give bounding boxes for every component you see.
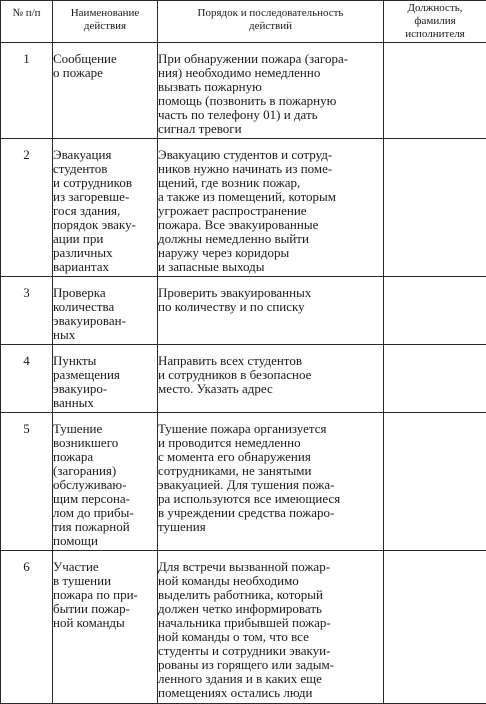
order-line: а также из помещений, которым	[158, 190, 383, 204]
order-line: Тушение пожара организуется	[158, 422, 383, 436]
row-order	[158, 413, 384, 551]
action-line: Пункты	[53, 354, 157, 368]
action-line: студентов	[53, 162, 157, 176]
order-line: эвакуацией. Для тушения пожа-	[158, 478, 383, 492]
row-num: 2	[1, 139, 53, 277]
action-line: помощи	[53, 534, 157, 548]
row-num: 1	[1, 43, 53, 139]
header-order-line: действий	[158, 20, 383, 33]
row-order	[158, 551, 384, 704]
row-action	[53, 277, 158, 345]
order-line: и проводится немедленно	[158, 436, 383, 450]
row-action	[53, 43, 158, 139]
order-line: При обнаружении пожара (загора-	[158, 52, 383, 66]
table-row	[1, 43, 486, 139]
action-line: гося здания,	[53, 204, 157, 218]
action-line: тия пожарной	[53, 520, 157, 534]
action-line: возникшего	[53, 436, 157, 450]
header-action-line: Наименование	[53, 7, 157, 20]
action-line: Эвакуация	[53, 148, 157, 162]
table-row	[1, 139, 486, 277]
order-line: должен четко информировать	[158, 602, 383, 616]
order-line: по количеству и по списку	[158, 300, 383, 314]
order-line: сотрудниками, не занятыми	[158, 464, 383, 478]
row-action	[53, 551, 158, 704]
row-action	[53, 413, 158, 551]
order-line: угрожает распространение	[158, 204, 383, 218]
order-line: в учреждении средства пожаро-	[158, 506, 383, 520]
order-line: наружу через коридоры	[158, 246, 383, 260]
header-executor-line: фамилия	[384, 15, 486, 28]
row-executor	[384, 551, 486, 704]
order-line: выделить работника, который	[158, 588, 383, 602]
order-line: студенты и сотрудники эвакуи-	[158, 644, 383, 658]
order-line: и запасные выходы	[158, 260, 383, 274]
action-line: из загоревше-	[53, 190, 157, 204]
action-line: различных	[53, 246, 157, 260]
row-action	[53, 345, 158, 413]
header-executor-line: исполнителя	[384, 28, 486, 41]
row-executor	[384, 139, 486, 277]
header-order	[158, 1, 384, 43]
order-line: должны немедленно выйти	[158, 232, 383, 246]
action-line: Тушение	[53, 422, 157, 436]
table-header	[1, 1, 486, 43]
header-executor	[384, 1, 486, 43]
action-line: порядок эваку-	[53, 218, 157, 232]
header-num-line: № п/п	[1, 7, 52, 20]
order-line: часть по телефону 01) и дать	[158, 108, 383, 122]
header-order-line: Порядок и последовательность	[158, 7, 383, 20]
table-row	[1, 345, 486, 413]
action-line: обслуживаю-	[53, 478, 157, 492]
action-line: бытии пожар-	[53, 602, 157, 616]
order-line: ния) необходимо немедленно	[158, 66, 383, 80]
order-line: Направить всех студентов	[158, 354, 383, 368]
order-line: помощь (позвонить в пожарную	[158, 94, 383, 108]
order-line: Проверить эвакуированных	[158, 286, 383, 300]
row-executor	[384, 277, 486, 345]
action-line: пожара	[53, 450, 157, 464]
row-order	[158, 345, 384, 413]
row-order	[158, 139, 384, 277]
action-line: Проверка	[53, 286, 157, 300]
order-line: и сотрудников в безопасное	[158, 368, 383, 382]
table-row	[1, 413, 486, 551]
action-line: Сообщение	[53, 52, 157, 66]
table-row	[1, 277, 486, 345]
row-executor	[384, 43, 486, 139]
header-row	[1, 1, 486, 43]
order-line: помещениях остались люди	[158, 686, 383, 700]
row-order	[158, 277, 384, 345]
action-line: и сотрудников	[53, 176, 157, 190]
order-line: ленного здания и в каких еще	[158, 672, 383, 686]
action-line: эвакуирован-	[53, 314, 157, 328]
table-row	[1, 551, 486, 704]
order-line: сигнал тревоги	[158, 122, 383, 136]
order-line: пожара. Все эвакуированные	[158, 218, 383, 232]
action-line: ной команды	[53, 616, 157, 630]
order-line: вызвать пожарную	[158, 80, 383, 94]
action-line: количества	[53, 300, 157, 314]
header-executor-line: Должность,	[384, 2, 486, 15]
order-line: Эвакуацию студентов и сотруд-	[158, 148, 383, 162]
row-num: 5	[1, 413, 53, 551]
order-line: место. Указать адрес	[158, 382, 383, 396]
header-action-line: действия	[53, 20, 157, 33]
order-line: рованы из горящего или задым-	[158, 658, 383, 672]
row-executor	[384, 413, 486, 551]
action-line: в тушении	[53, 574, 157, 588]
action-line: вариантах	[53, 260, 157, 274]
order-line: ной команды необходимо	[158, 574, 383, 588]
header-action	[53, 1, 158, 43]
order-line: щений, где возник пожар,	[158, 176, 383, 190]
action-line: пожара по при-	[53, 588, 157, 602]
action-line: о пожаре	[53, 66, 157, 80]
action-line: размещения	[53, 368, 157, 382]
order-line: ников нужно начинать из поме-	[158, 162, 383, 176]
row-num: 6	[1, 551, 53, 704]
table-body	[1, 43, 486, 704]
row-action	[53, 139, 158, 277]
order-line: начальника прибывшей пожар-	[158, 616, 383, 630]
header-num	[1, 1, 53, 43]
action-line: (загорания)	[53, 464, 157, 478]
order-line: ной команды о том, что все	[158, 630, 383, 644]
order-line: тушения	[158, 520, 383, 534]
action-line: ванных	[53, 396, 157, 410]
action-line: Участие	[53, 560, 157, 574]
action-line: ации при	[53, 232, 157, 246]
order-line: Для встречи вызванной пожар-	[158, 560, 383, 574]
order-line: ра используются все имеющиеся	[158, 492, 383, 506]
action-line: ных	[53, 328, 157, 342]
action-line: лом до прибы-	[53, 506, 157, 520]
action-line: эвакуиро-	[53, 382, 157, 396]
order-line: с момента его обнаружения	[158, 450, 383, 464]
row-num: 4	[1, 345, 53, 413]
row-order	[158, 43, 384, 139]
action-line: щим персона-	[53, 492, 157, 506]
row-num: 3	[1, 277, 53, 345]
row-executor	[384, 345, 486, 413]
